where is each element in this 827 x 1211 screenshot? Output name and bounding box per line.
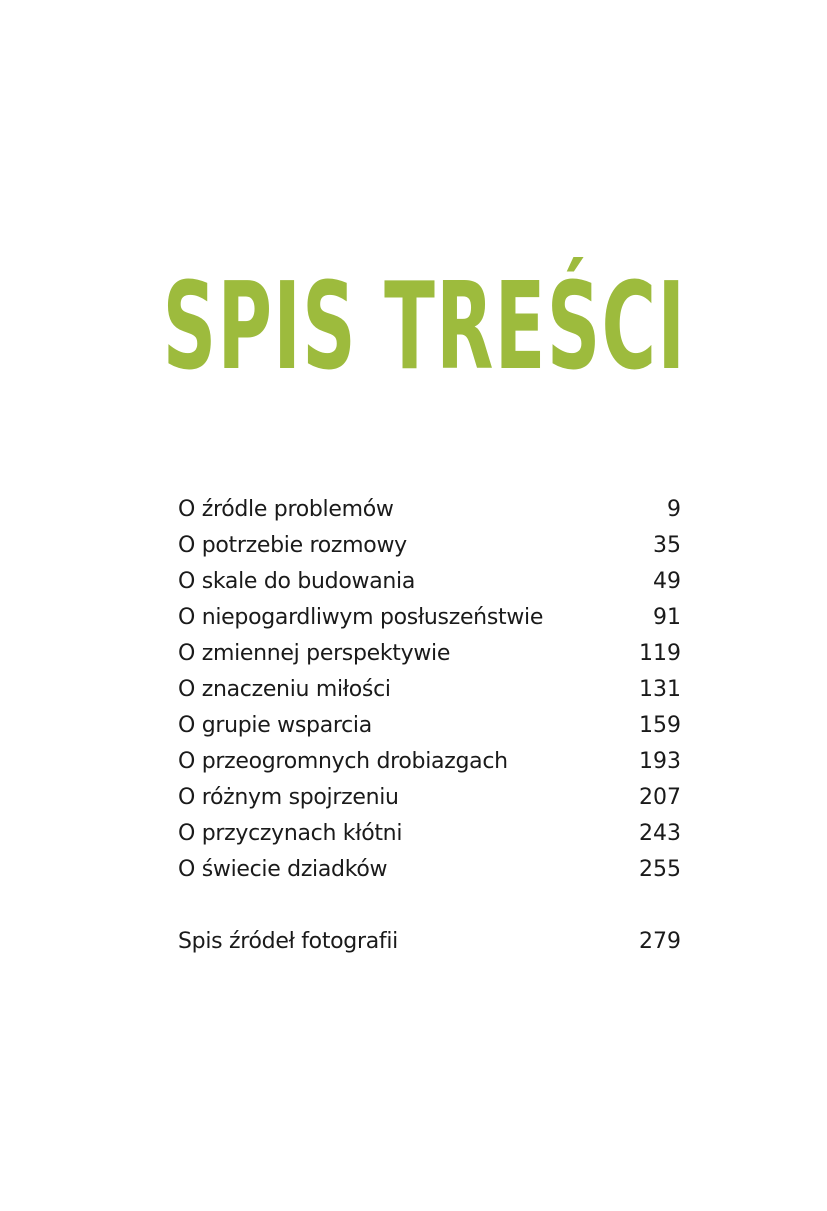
toc-entry-label: O znaczeniu miłości xyxy=(178,677,391,702)
toc-entry-page: 193 xyxy=(639,749,681,774)
toc-entry-page: 279 xyxy=(639,929,681,954)
toc-entry-label: O świecie dziadków xyxy=(178,857,388,882)
toc-entry xyxy=(178,852,681,888)
toc-entry xyxy=(178,780,681,816)
toc-entry-label: O zmiennej perspektywie xyxy=(178,641,451,666)
toc-entry-page: 35 xyxy=(653,533,681,558)
toc-entry-label: O skale do budowania xyxy=(178,569,416,594)
toc-entry xyxy=(178,492,681,528)
toc-entry-label: O grupie wsparcia xyxy=(178,713,372,738)
toc-entry-label: O źródle problemów xyxy=(178,497,394,522)
toc-entry xyxy=(178,744,681,780)
toc-entry-page: 243 xyxy=(639,821,681,846)
toc-entry-page: 207 xyxy=(639,785,681,810)
toc-entry xyxy=(178,708,681,744)
table-of-contents xyxy=(178,492,681,960)
toc-entry-page: 49 xyxy=(653,569,681,594)
toc-appendix-entry xyxy=(178,924,681,960)
toc-entry-label: O przeogromnych drobiazgach xyxy=(178,749,508,774)
toc-entry xyxy=(178,816,681,852)
toc-entry xyxy=(178,564,681,600)
toc-entry xyxy=(178,672,681,708)
toc-spacer xyxy=(178,888,681,924)
toc-entry-label: Spis źródeł fotografii xyxy=(178,929,398,954)
toc-entry-page: 159 xyxy=(639,713,681,738)
toc-entry-page: 119 xyxy=(639,641,681,666)
toc-entry-page: 255 xyxy=(639,857,681,882)
page-title: SPIS TREŚCI xyxy=(162,258,687,398)
toc-entry-label: O potrzebie rozmowy xyxy=(178,533,407,558)
toc-entry-page: 131 xyxy=(639,677,681,702)
toc-entry-label: O niepogardliwym posłuszeństwie xyxy=(178,605,544,630)
toc-entry-page: 9 xyxy=(667,497,681,522)
toc-entry xyxy=(178,636,681,672)
toc-entry-page: 91 xyxy=(653,605,681,630)
toc-entry xyxy=(178,528,681,564)
toc-entry-label: O różnym spojrzeniu xyxy=(178,785,399,810)
toc-entry xyxy=(178,600,681,636)
toc-entry-label: O przyczynach kłótni xyxy=(178,821,403,846)
